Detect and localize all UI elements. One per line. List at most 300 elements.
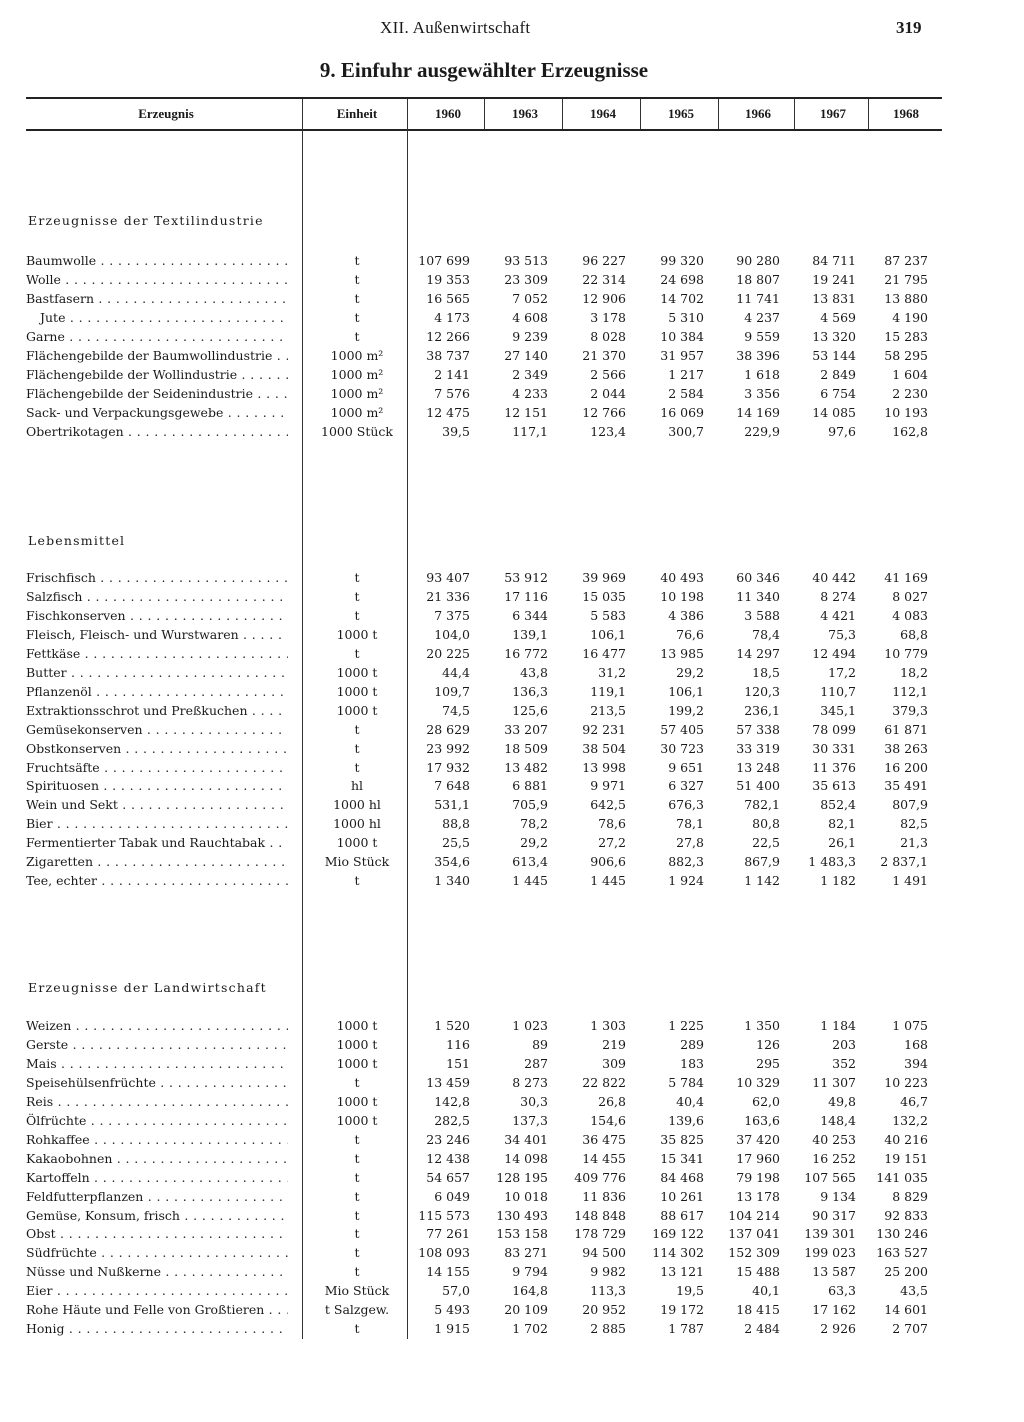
row-value-1964: 22 822 [582, 1074, 626, 1090]
row-label: Bastfasern . . . [26, 289, 288, 308]
row-value-1960: 142,8 [434, 1093, 470, 1109]
row-value-1967: 49,8 [828, 1093, 856, 1109]
table-row [0, 701, 968, 720]
row-value-1960: 104,0 [434, 626, 470, 642]
header-year-1960: 1960 [435, 106, 461, 121]
row-value-1965: 13 121 [660, 1264, 704, 1280]
row-value-1966: 80,8 [752, 816, 780, 832]
header-year-1966: 1966 [745, 106, 771, 121]
row-value-1968: 68,8 [900, 626, 928, 642]
row-value-1967: 2 926 [820, 1321, 856, 1337]
row-value-1965: 106,1 [668, 683, 704, 699]
row-value-1963: 6 881 [512, 778, 548, 794]
row-value-1964: 5 583 [590, 607, 626, 623]
row-unit: t [354, 290, 360, 306]
row-value-1964: 11 836 [582, 1188, 626, 1204]
row-unit: 1000 t [336, 1018, 378, 1033]
row-value-1964: 213,5 [590, 702, 626, 718]
row-value-1967: 63,3 [828, 1283, 856, 1299]
row-value-1960: 354,6 [434, 854, 470, 870]
row-value-1964: 20 952 [582, 1302, 626, 1318]
row-value-1967: 53 144 [812, 347, 856, 363]
row-value-1967: 17,2 [828, 664, 856, 680]
row-value-1967: 97,6 [828, 423, 856, 439]
row-value-1965: 1 924 [668, 873, 704, 889]
header-erzeugnis: Erzeugnis [138, 106, 194, 121]
row-value-1964: 119,1 [590, 683, 626, 699]
row-value-1966: 1 142 [744, 873, 780, 889]
row-value-1968: 1 604 [892, 366, 928, 382]
row-label: Jute . . . [26, 308, 288, 327]
row-value-1963: 4 233 [512, 385, 548, 401]
row-unit: t [354, 309, 360, 325]
row-value-1966: 152 309 [728, 1245, 780, 1261]
row-value-1967: 40 442 [812, 570, 856, 585]
row-value-1966: 51 400 [736, 778, 780, 794]
row-value-1963: 34 401 [504, 1131, 548, 1147]
row-unit: t [354, 570, 360, 585]
table-row [0, 682, 968, 701]
row-value-1960: 282,5 [434, 1112, 470, 1128]
row-value-1967: 12 494 [812, 645, 856, 661]
row-value-1964: 3 178 [590, 309, 626, 325]
row-value-1960: 19 353 [426, 271, 470, 287]
header-divider [640, 99, 641, 129]
row-value-1966: 90 280 [736, 253, 780, 268]
row-value-1966: 4 237 [744, 309, 780, 325]
row-value-1967: 345,1 [820, 702, 856, 718]
row-value-1965: 27,8 [676, 835, 704, 851]
row-value-1965: 199,2 [668, 702, 704, 718]
row-value-1967: 1 184 [820, 1018, 856, 1033]
row-value-1960: 2 141 [434, 366, 470, 382]
row-value-1967: 6 754 [820, 385, 856, 401]
row-unit: 1000 t [336, 1112, 378, 1128]
row-value-1964: 15 035 [582, 588, 626, 604]
row-value-1966: 3 356 [744, 385, 780, 401]
table-row [0, 587, 968, 606]
table-row [0, 758, 968, 777]
row-value-1965: 10 384 [660, 328, 704, 344]
row-label: Salzfisch . . . [26, 587, 288, 606]
row-value-1965: 169 122 [652, 1226, 704, 1242]
row-value-1963: 33 207 [504, 721, 548, 737]
row-value-1960: 57,0 [442, 1283, 470, 1299]
table-row [0, 1281, 968, 1300]
table-row [0, 1111, 968, 1130]
row-value-1968: 82,5 [900, 816, 928, 832]
row-label: Extraktionsschrot und Preßkuchen . . . [26, 701, 288, 720]
row-value-1963: 10 018 [504, 1188, 548, 1204]
row-value-1966: 14 169 [736, 404, 780, 420]
row-value-1965: 300,7 [668, 423, 704, 439]
row-value-1966: 10 329 [736, 1074, 780, 1090]
row-value-1967: 11 307 [812, 1074, 856, 1090]
row-label: Obst . . . [26, 1224, 288, 1243]
row-value-1960: 16 565 [426, 290, 470, 306]
row-value-1963: 139,1 [512, 626, 548, 642]
row-value-1960: 13 459 [426, 1074, 470, 1090]
row-value-1967: 19 241 [812, 271, 856, 287]
row-value-1963: 93 513 [504, 253, 548, 268]
row-label: Fettkäse . . . [26, 644, 288, 663]
row-label: Fruchtsäfte . . . [26, 758, 288, 777]
row-value-1968: 92 833 [884, 1207, 928, 1223]
row-value-1968: 132,2 [892, 1112, 928, 1128]
header-divider [562, 99, 563, 129]
table-row [0, 1262, 968, 1281]
row-value-1960: 4 173 [434, 309, 470, 325]
row-value-1968: 14 601 [884, 1302, 928, 1318]
row-value-1967: 17 162 [812, 1302, 856, 1318]
row-value-1965: 9 651 [668, 759, 704, 775]
row-value-1963: 137,3 [512, 1112, 548, 1128]
row-unit: Mio Stück [324, 854, 390, 870]
table-row [0, 403, 968, 422]
row-unit: 1000 t [336, 835, 378, 851]
row-value-1968: 13 880 [884, 290, 928, 306]
row-value-1964: 12 906 [582, 290, 626, 306]
row-value-1968: 10 193 [884, 404, 928, 420]
table-row [0, 1016, 968, 1035]
row-value-1966: 782,1 [744, 797, 780, 813]
table-row [0, 1300, 968, 1319]
row-value-1960: 39,5 [442, 423, 470, 439]
row-label: Tee, echter . . . [26, 871, 288, 890]
row-unit: 1000 hl [333, 797, 381, 813]
row-value-1966: 22,5 [752, 835, 780, 851]
row-value-1964: 1 445 [590, 873, 626, 889]
row-value-1965: 31 957 [660, 347, 704, 363]
row-value-1964: 21 370 [582, 347, 626, 363]
row-value-1960: 108 093 [418, 1245, 470, 1261]
row-value-1960: 7 576 [434, 385, 470, 401]
header-einheit: Einheit [336, 106, 378, 121]
row-value-1960: 7 375 [434, 607, 470, 623]
row-value-1968: 21,3 [900, 835, 928, 851]
row-unit: 1000 m² [330, 385, 384, 401]
header-divider [484, 99, 485, 129]
row-unit: 1000 t [336, 702, 378, 718]
row-value-1960: 93 407 [426, 570, 470, 585]
row-value-1967: 14 085 [812, 404, 856, 420]
header-year-1967: 1967 [820, 106, 846, 121]
row-value-1965: 13 985 [660, 645, 704, 661]
row-value-1967: 1 182 [820, 873, 856, 889]
table-row [0, 1224, 968, 1243]
row-label: Wein und Sekt . . . [26, 795, 288, 814]
row-unit: 1000 m² [330, 347, 384, 363]
row-value-1966: 18,5 [752, 664, 780, 680]
row-value-1960: 1 915 [434, 1321, 470, 1337]
table-row [0, 1035, 968, 1054]
table-row [0, 644, 968, 663]
table-row [0, 270, 968, 289]
row-unit: t [354, 740, 360, 756]
row-value-1965: 676,3 [668, 797, 704, 813]
row-value-1963: 1 445 [512, 873, 548, 889]
row-value-1967: 199 023 [804, 1245, 856, 1261]
row-value-1967: 13 831 [812, 290, 856, 306]
row-value-1967: 11 376 [812, 759, 856, 775]
row-value-1964: 92 231 [582, 721, 626, 737]
page-number: 319 [896, 18, 922, 37]
header-year-1964: 1964 [590, 106, 616, 121]
row-unit: t [354, 1131, 360, 1147]
row-value-1965: 15 341 [660, 1150, 704, 1166]
table-row [0, 568, 968, 587]
row-value-1964: 1 303 [590, 1018, 626, 1033]
row-value-1964: 309 [602, 1055, 626, 1071]
row-unit: t [354, 721, 360, 737]
row-value-1968: 8 027 [892, 588, 928, 604]
row-value-1965: 10 198 [660, 588, 704, 604]
row-value-1965: 114 302 [652, 1245, 704, 1261]
row-label: Südfrüchte . . . [26, 1243, 288, 1262]
row-label: Fleisch, Fleisch- und Wurstwaren . . . [26, 625, 288, 644]
row-value-1967: 78 099 [812, 721, 856, 737]
table-row [0, 384, 968, 403]
table-row [0, 251, 968, 270]
row-value-1964: 178 729 [574, 1226, 626, 1242]
row-value-1968: 112,1 [892, 683, 928, 699]
row-value-1966: 137 041 [728, 1226, 780, 1242]
row-value-1967: 40 253 [812, 1131, 856, 1147]
row-value-1960: 6 049 [434, 1188, 470, 1204]
row-label: Baumwolle . . . [26, 251, 288, 270]
row-value-1960: 21 336 [426, 588, 470, 604]
row-label: Nüsse und Nußkerne . . . [26, 1262, 288, 1281]
row-value-1963: 27 140 [504, 347, 548, 363]
row-value-1964: 154,6 [590, 1112, 626, 1128]
row-label: Flächengebilde der Wollindustrie . . . [26, 365, 288, 384]
row-label: Obstkonserven . . . [26, 739, 288, 758]
header-divider [868, 99, 869, 129]
row-value-1960: 23 246 [426, 1131, 470, 1147]
row-value-1967: 35 613 [812, 778, 856, 794]
row-value-1963: 9 794 [512, 1264, 548, 1280]
row-value-1968: 394 [904, 1055, 928, 1071]
row-value-1960: 1 340 [434, 873, 470, 889]
row-value-1968: 35 491 [884, 778, 928, 794]
table-row [0, 1149, 968, 1168]
row-label: Speisehülsenfrüchte . . . [26, 1073, 288, 1092]
row-value-1960: 5 493 [434, 1302, 470, 1318]
row-value-1963: 83 271 [504, 1245, 548, 1261]
row-value-1968: 18,2 [900, 664, 928, 680]
row-value-1963: 13 482 [504, 759, 548, 775]
row-value-1964: 22 314 [582, 271, 626, 287]
row-unit: t [354, 271, 360, 287]
row-value-1963: 7 052 [512, 290, 548, 306]
row-value-1968: 58 295 [884, 347, 928, 363]
row-value-1960: 28 629 [426, 721, 470, 737]
row-value-1966: 38 396 [736, 347, 780, 363]
row-value-1965: 5 310 [668, 309, 704, 325]
row-value-1964: 27,2 [598, 835, 626, 851]
row-value-1966: 1 618 [744, 366, 780, 382]
row-value-1964: 39 969 [582, 570, 626, 585]
section-title-lebensmittel: Lebensmittel [28, 533, 126, 548]
row-value-1963: 16 772 [504, 645, 548, 661]
row-unit: t [354, 1226, 360, 1242]
table-row [0, 776, 968, 795]
row-value-1963: 4 608 [512, 309, 548, 325]
row-value-1967: 1 483,3 [808, 854, 856, 870]
row-unit: 1000 t [336, 626, 378, 642]
row-label: Wolle . . . [26, 270, 288, 289]
row-value-1960: 107 699 [418, 253, 470, 268]
row-label: Gemüse, Konsum, frisch . . . [26, 1206, 288, 1225]
row-value-1965: 6 327 [668, 778, 704, 794]
row-value-1968: 19 151 [884, 1150, 928, 1166]
row-value-1965: 10 261 [660, 1188, 704, 1204]
row-value-1968: 8 829 [892, 1188, 928, 1204]
row-value-1960: 20 225 [426, 645, 470, 661]
row-value-1968: 162,8 [892, 423, 928, 439]
row-value-1967: 203 [832, 1036, 856, 1052]
row-value-1966: 15 488 [736, 1264, 780, 1280]
row-label: Fischkonserven . . . [26, 606, 288, 625]
row-unit: t [354, 1169, 360, 1185]
row-value-1964: 96 227 [582, 253, 626, 268]
row-unit: 1000 t [336, 1036, 378, 1052]
row-value-1964: 38 504 [582, 740, 626, 756]
row-value-1960: 109,7 [434, 683, 470, 699]
row-value-1964: 26,8 [598, 1093, 626, 1109]
row-value-1964: 148 848 [574, 1207, 626, 1223]
header-divider [718, 99, 719, 129]
row-value-1968: 21 795 [884, 271, 928, 287]
row-value-1965: 19 172 [660, 1302, 704, 1318]
table-row [0, 289, 968, 308]
row-label: Sack- und Verpackungsgewebe . . . [26, 403, 288, 422]
row-value-1963: 1 023 [512, 1018, 548, 1033]
row-value-1963: 136,3 [512, 683, 548, 699]
row-unit: 1000 m² [330, 366, 384, 382]
row-value-1960: 12 266 [426, 328, 470, 344]
row-value-1966: 79 198 [736, 1169, 780, 1185]
row-value-1966: 13 178 [736, 1188, 780, 1204]
table-row [0, 606, 968, 625]
row-value-1963: 128 195 [496, 1169, 548, 1185]
row-label: Obertrikotagen . . . [26, 422, 288, 441]
row-unit: 1000 t [336, 1093, 378, 1109]
row-value-1963: 29,2 [520, 835, 548, 851]
row-label: Garne . . . [26, 327, 288, 346]
table-row [0, 1319, 968, 1338]
row-value-1963: 2 349 [512, 366, 548, 382]
table-row [0, 308, 968, 327]
row-unit: t [354, 1188, 360, 1204]
row-value-1967: 4 421 [820, 607, 856, 623]
row-value-1960: 115 573 [418, 1207, 470, 1223]
row-value-1966: 163,6 [744, 1112, 780, 1128]
row-value-1963: 89 [532, 1036, 548, 1052]
row-value-1964: 642,5 [590, 797, 626, 813]
row-value-1966: 11 741 [736, 290, 780, 306]
row-value-1968: 38 263 [884, 740, 928, 756]
row-value-1960: 12 438 [426, 1150, 470, 1166]
row-label: Fermentierter Tabak und Rauchtabak . . . [26, 833, 288, 852]
row-value-1967: 148,4 [820, 1112, 856, 1128]
table-row [0, 1130, 968, 1149]
row-value-1967: 13 587 [812, 1264, 856, 1280]
row-value-1963: 12 151 [504, 404, 548, 420]
row-value-1964: 36 475 [582, 1131, 626, 1147]
row-value-1960: 77 261 [426, 1226, 470, 1242]
row-value-1963: 53 912 [504, 570, 548, 585]
row-value-1968: 46,7 [900, 1093, 928, 1109]
row-value-1963: 125,6 [512, 702, 548, 718]
table-row [0, 663, 968, 682]
row-value-1968: 16 200 [884, 759, 928, 775]
row-value-1965: 19,5 [676, 1283, 704, 1299]
row-value-1965: 35 825 [660, 1131, 704, 1147]
row-label: Ölfrüchte . . . [26, 1111, 288, 1130]
row-value-1966: 120,3 [744, 683, 780, 699]
row-value-1966: 62,0 [752, 1093, 780, 1109]
row-value-1967: 110,7 [820, 683, 856, 699]
chapter-heading: XII. Außenwirtschaft [380, 18, 531, 37]
table-row [0, 1073, 968, 1092]
row-value-1960: 116 [446, 1036, 470, 1052]
row-value-1968: 4 190 [892, 309, 928, 325]
table-row [0, 346, 968, 365]
row-value-1968: 163 527 [876, 1245, 928, 1261]
row-value-1966: 17 960 [736, 1150, 780, 1166]
row-value-1967: 2 849 [820, 366, 856, 382]
row-value-1966: 126 [756, 1036, 780, 1052]
row-label: Zigaretten . . . [26, 852, 288, 871]
row-label: Kakaobohnen . . . [26, 1149, 288, 1168]
row-value-1966: 9 559 [744, 328, 780, 344]
row-value-1965: 4 386 [668, 607, 704, 623]
row-unit: 1000 t [336, 683, 378, 699]
row-unit: t [354, 759, 360, 775]
row-value-1966: 13 248 [736, 759, 780, 775]
row-value-1965: 139,6 [668, 1112, 704, 1128]
row-value-1960: 12 475 [426, 404, 470, 420]
row-value-1964: 78,6 [598, 816, 626, 832]
row-value-1964: 2 566 [590, 366, 626, 382]
row-value-1966: 18 415 [736, 1302, 780, 1318]
row-value-1963: 78,2 [520, 816, 548, 832]
row-value-1966: 229,9 [744, 423, 780, 439]
row-value-1966: 33 319 [736, 740, 780, 756]
table-row [0, 720, 968, 739]
row-value-1960: 88,8 [442, 816, 470, 832]
table-row [0, 795, 968, 814]
row-value-1968: 41 169 [884, 570, 928, 585]
row-value-1968: 61 871 [884, 721, 928, 737]
table-row [0, 422, 968, 441]
row-value-1965: 29,2 [676, 664, 704, 680]
table-row [0, 327, 968, 346]
row-value-1963: 18 509 [504, 740, 548, 756]
row-value-1965: 882,3 [668, 854, 704, 870]
row-label: Spirituosen . . . [26, 776, 288, 795]
row-unit: Mio Stück [324, 1283, 390, 1299]
section-title-textilindustrie: Erzeugnisse der Textilindustrie [28, 213, 264, 228]
row-label: Butter . . . [26, 663, 288, 682]
row-value-1960: 44,4 [442, 664, 470, 680]
row-label: Weizen . . . [26, 1016, 288, 1035]
row-value-1965: 183 [680, 1055, 704, 1071]
row-value-1964: 94 500 [582, 1245, 626, 1261]
row-label: Mais . . . [26, 1054, 288, 1073]
row-unit: t [354, 1207, 360, 1223]
